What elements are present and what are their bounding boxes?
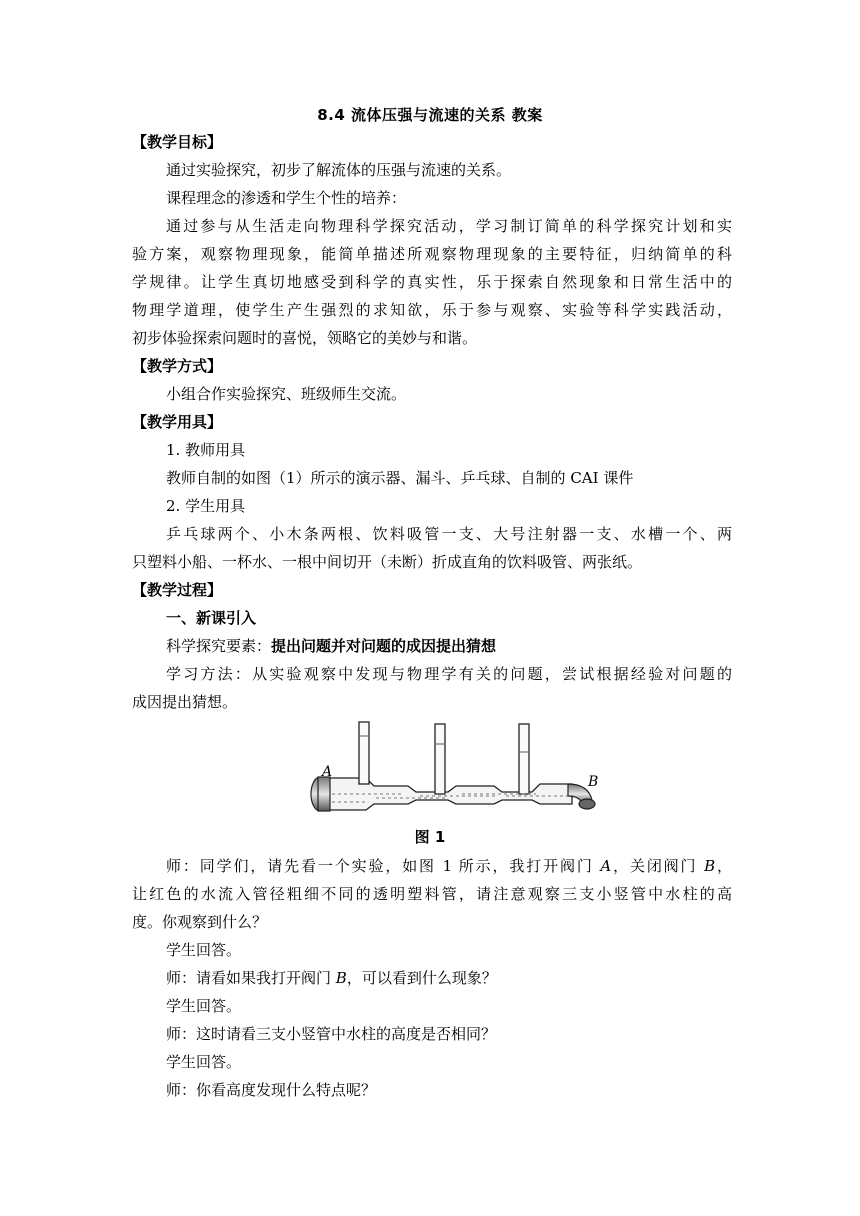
text-run: ， bbox=[715, 857, 732, 875]
text-run: 师：同学们，请先看一个实验，如图 1 所示，我打开阀门 bbox=[166, 857, 601, 875]
objectives-paragraph-3-line: 初步体验探索问题时的喜悦，领略它的美妙与和谐。 bbox=[132, 329, 478, 347]
inquiry-element bbox=[166, 636, 732, 656]
teacher-tools-text: 教师自制的如图（1）所示的演示器、漏斗、乒乓球、自制的 CAI 课件 bbox=[166, 469, 634, 487]
student-answer-3: 学生回答。 bbox=[166, 1053, 242, 1071]
objectives-paragraph-3-line: 通过参与从生活走向物理科学探究活动，学习制订简单的科学探究计划和实 bbox=[166, 217, 732, 235]
text-run: ，关闭阀门 bbox=[611, 857, 705, 875]
objectives-paragraph-2: 课程理念的渗透和学生个性的培养： bbox=[166, 189, 407, 207]
learning-method-line: 学习方法：从实验观察中发现与物理学有关的问题，尝试根据经验对问题的 bbox=[166, 665, 732, 683]
student-answer-1: 学生回答。 bbox=[166, 941, 242, 959]
valve-b-label: B bbox=[588, 774, 599, 790]
section-heading-method: 【教学方式】 bbox=[132, 357, 223, 375]
teacher-line-2 bbox=[166, 968, 732, 988]
subsection-intro: 一、新课引入 bbox=[166, 609, 257, 627]
student-tools-line: 乒乓球两个、小木条两根、饮料吸管一支、大号注射器一支、水槽一个、两 bbox=[166, 525, 732, 543]
inquiry-element-bold: 提出问题并对问题的成因提出猜想 bbox=[271, 637, 497, 655]
valve-a-var: A bbox=[600, 857, 612, 875]
student-tools-title: 2. 学生用具 bbox=[166, 497, 246, 515]
text-run: ，可以看到什么现象？ bbox=[346, 969, 497, 987]
section-heading-objectives: 【教学目标】 bbox=[132, 133, 223, 151]
valve-b-var: B bbox=[335, 969, 347, 987]
valve-a-label: A bbox=[322, 764, 333, 780]
method-paragraph: 小组合作实验探究、班级师生交流。 bbox=[166, 385, 407, 403]
figure-1-caption: 图 1 bbox=[414, 828, 446, 846]
objectives-paragraph-3-line: 物理学道理，使学生产生强烈的求知欲，乐于参与观察、实验等科学实践活动， bbox=[132, 301, 732, 319]
text-run: 师：请看如果我打开阀门 bbox=[166, 969, 336, 987]
teacher-line-3: 师：这时请看三支小竖管中水柱的高度是否相同？ bbox=[166, 1025, 497, 1043]
section-heading-process: 【教学过程】 bbox=[132, 581, 223, 599]
objectives-paragraph-3-line: 学规律。让学生真切地感受到科学的真实性，乐于探索自然现象和日常生活中的 bbox=[132, 273, 732, 291]
teacher-line-1 bbox=[166, 856, 732, 876]
teacher-line-1-cont: 让红色的水流入管径粗细不同的透明塑料管，请注意观察三支小竖管中水柱的高 bbox=[132, 885, 732, 903]
valve-b-var: B bbox=[704, 857, 716, 875]
teacher-tools-title: 1. 教师用具 bbox=[166, 441, 246, 459]
figure-1-tube-diagram bbox=[296, 718, 606, 828]
document-title: 8.4 流体压强与流速的关系 教案 bbox=[317, 106, 543, 124]
student-tools-line: 只塑料小船、一杯水、一根中间切开（未断）折成直角的饮料吸管、两张纸。 bbox=[132, 553, 643, 571]
inquiry-element-label: 科学探究要素： bbox=[166, 637, 272, 655]
learning-method-line: 成因提出猜想。 bbox=[132, 693, 238, 711]
objectives-paragraph-3-line: 验方案，观察物理现象，能简单描述所观察物理现象的主要特征，归纳简单的科 bbox=[132, 245, 732, 263]
teacher-line-1-cont: 度。你观察到什么？ bbox=[132, 913, 268, 931]
student-answer-2: 学生回答。 bbox=[166, 997, 242, 1015]
teacher-line-4: 师：你看高度发现什么特点呢？ bbox=[166, 1081, 377, 1099]
section-heading-tools: 【教学用具】 bbox=[132, 413, 223, 431]
objectives-paragraph-1: 通过实验探究，初步了解流体的压强与流速的关系。 bbox=[166, 161, 512, 179]
